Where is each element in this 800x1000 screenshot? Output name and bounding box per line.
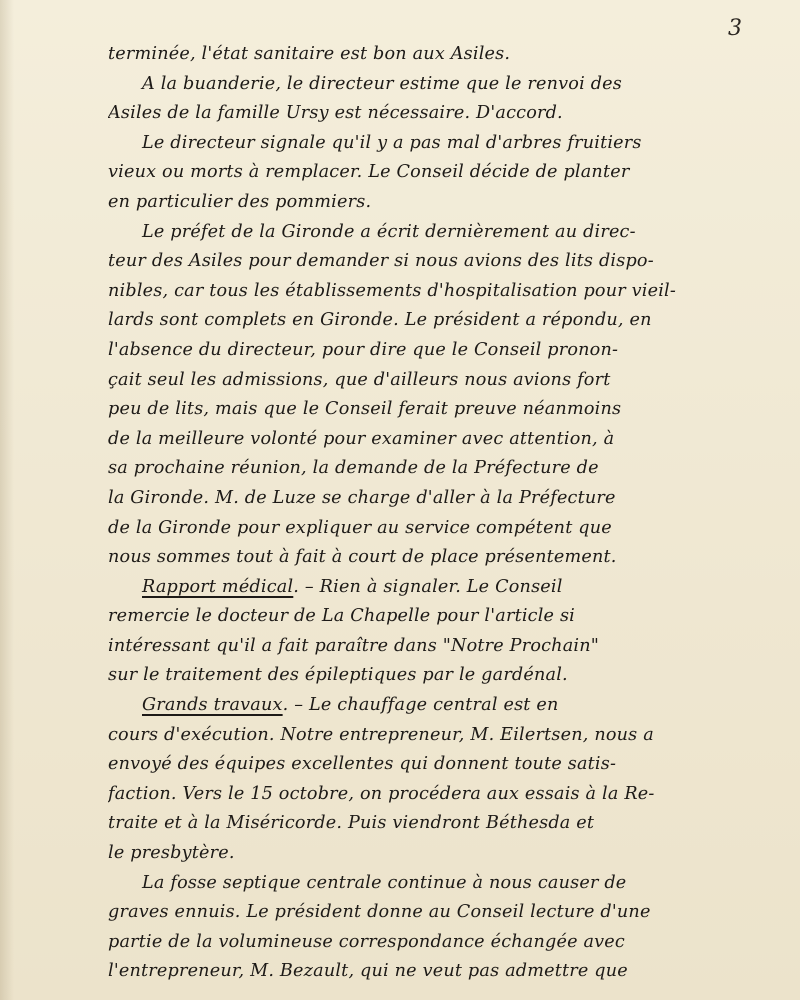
text-line: remercie le docteur de La Chapelle pour l'article si <box>108 606 576 627</box>
text-line: teur des Asiles pour demander si nous avions des lits dispo- <box>108 251 654 272</box>
text-line: Le directeur signale qu'il y a pas mal d'arbres fruitiers <box>142 132 642 153</box>
text-line: la Gironde. M. de Luze se charge d'aller à la Préfecture <box>108 487 616 508</box>
text-line: faction. Vers le 15 octobre, on procédera aux essais à la Re- <box>108 783 655 804</box>
text-line: lards sont complets en Gironde. Le président a répondu, en <box>108 310 652 331</box>
section-text: . – Rien à signaler. Le Conseil <box>293 576 563 597</box>
text-line: nibles, car tous les établissements d'hospitalisation pour vieil- <box>108 280 677 301</box>
text-line: terminée, l'état sanitaire est bon aux Asiles. <box>108 44 511 64</box>
text-line: de la Gironde pour expliquer au service compétent que <box>108 517 612 538</box>
text-line: sa prochaine réunion, la demande de la Préfecture de <box>108 458 599 479</box>
text-line: Le préfet de la Gironde a écrit dernièrement au direc- <box>142 221 636 242</box>
page-number: 3 <box>728 16 742 41</box>
text-line: La fosse septique centrale continue à nous causer de <box>142 872 627 893</box>
text-line: Asiles de la famille Ursy est nécessaire. D'accord. <box>108 103 563 124</box>
text-line: partie de la volumineuse correspondance échangée avec <box>108 931 625 952</box>
text-line: de la meilleure volonté pour examiner avec attention, à <box>108 428 615 449</box>
text-line: vieux ou morts à remplacer. Le Conseil décide de planter <box>108 162 630 183</box>
text-line: l'absence du directeur, pour dire que le Conseil pronon- <box>108 339 619 360</box>
text-line: l'entrepreneur, M. Bezault, qui ne veut pas admettre que <box>108 961 628 982</box>
text-line: çait seul les admissions, que d'ailleurs nous avions fort <box>108 369 611 390</box>
text-line: en particulier des pommiers. <box>108 191 372 212</box>
text-line: envoyé des équipes excellentes qui donnent toute satis- <box>108 754 617 775</box>
text-line: intéressant qu'il a fait paraître dans "Notre Prochain" <box>108 635 600 656</box>
text-line: le presbytère. <box>108 843 235 864</box>
text-line: nous sommes tout à fait à court de place présentement. <box>108 547 617 568</box>
text-line: cours d'exécution. Notre entrepreneur, M. Eilertsen, nous a <box>108 724 654 745</box>
section-heading: Grands travaux <box>142 695 283 716</box>
text-line: traite et à la Miséricorde. Puis viendront Béthesda et <box>108 813 595 834</box>
page-edge-shadow <box>0 0 14 1000</box>
handwritten-body <box>108 40 748 987</box>
text-line: peu de lits, mais que le Conseil ferait preuve néanmoins <box>108 399 622 420</box>
section-line-rapport-medical <box>108 573 748 603</box>
section-heading: Rapport médical <box>142 576 294 597</box>
text-line: sur le traitement des épileptiques par le gardénal. <box>108 665 568 686</box>
text-line: A la buanderie, le directeur estime que le renvoi des <box>142 73 623 94</box>
text-line: graves ennuis. Le président donne au Conseil lecture d'une <box>108 902 651 923</box>
section-line-grands-travaux <box>108 691 748 721</box>
section-text: . – Le chauffage central est en <box>282 695 559 716</box>
